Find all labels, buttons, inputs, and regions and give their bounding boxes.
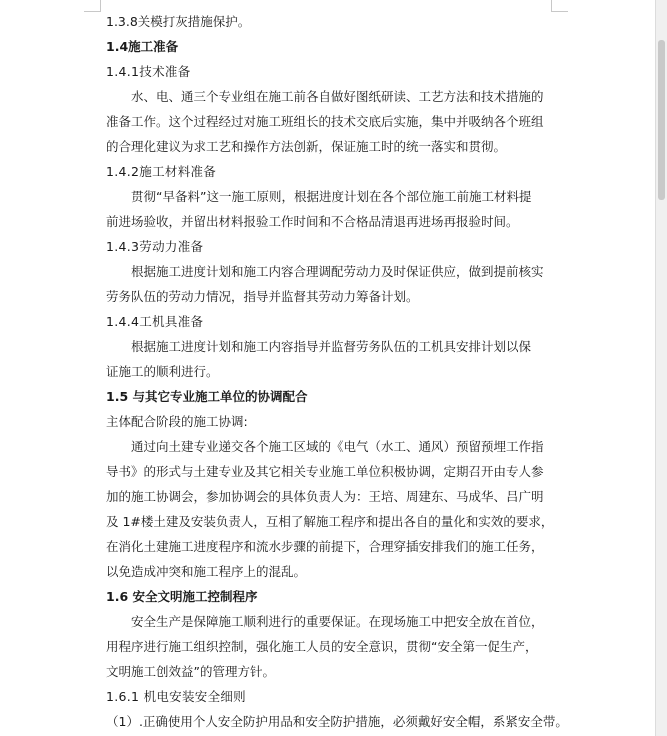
margin-corner-mark-right [551, 0, 568, 12]
paragraph-line: 劳务队伍的劳动力情况，指导并监督其劳动力筹备计划。 [106, 289, 419, 304]
heading-1-5: 1.5 与其它专业施工单位的协调配合 [106, 389, 308, 404]
scrollbar-thumb[interactable] [658, 40, 665, 200]
paragraph-line: 安全生产是保障施工顺利进行的重要保证。在现场施工中把安全放在首位， [131, 614, 544, 629]
paragraph-line: （1）.正确使用个人安全防护用品和安全防护措施，必须戴好安全帽，系紧安全带。 [106, 714, 568, 729]
paragraph-line: 主体配合阶段的施工协调: [106, 414, 248, 429]
heading-1-4-2: 1.4.2施工材料准备 [106, 164, 217, 179]
heading-1-4-3: 1.4.3劳动力准备 [106, 239, 204, 254]
paragraph-line: 根据施工进度计划和施工内容合理调配劳动力及时保证供应，做到提前核实 [131, 264, 544, 279]
paragraph-line: 通过向土建专业递交各个施工区域的《电气（水工、通风）预留预埋工作指 [131, 439, 544, 454]
heading-1-6-1: 1.6.1 机电安装安全细则 [106, 689, 246, 704]
margin-corner-mark-left [84, 0, 101, 12]
paragraph-line: 准备工作。这个过程经过对施工班组长的技术交底后实施，集中并吸纳各个班组 [106, 114, 544, 129]
paragraph-line: 加的施工协调会，参加协调会的具体负责人为：王培、周建东、马成华、吕广明 [106, 489, 544, 504]
heading-1-6: 1.6 安全文明施工控制程序 [106, 589, 258, 604]
paragraph-line: 证施工的顺利进行。 [106, 364, 219, 379]
paragraph-line: 在消化土建施工进度程序和流水步骤的前提下，合理穿插安排我们的施工任务， [106, 539, 544, 554]
paragraph-line: 贯彻“早备料”这一施工原则，根据进度计划在各个部位施工前施工材料提 [131, 189, 532, 204]
paragraph-1-3-8: 1.3.8关模打灰措施保护。 [106, 14, 251, 29]
paragraph-line: 及 1#楼土建及安装负责人，互相了解施工程序和提出各自的量化和实效的要求， [106, 514, 554, 529]
heading-1-4-4: 1.4.4工机具准备 [106, 314, 204, 329]
paragraph-line: 以免造成冲突和施工程序上的混乱。 [106, 564, 307, 579]
paragraph-line: 的合理化建议为求工艺和操作方法创新，保证施工时的统一落实和贯彻。 [106, 139, 507, 154]
paragraph-line: 文明施工创效益”的管理方针。 [106, 664, 275, 679]
paragraph-line: 前进场验收，并留出材料报验工作时间和不合格品清退再进场再报验时间。 [106, 214, 519, 229]
heading-1-4-1: 1.4.1技术准备 [106, 64, 191, 79]
paragraph-line: 水、电、通三个专业组在施工前各自做好图纸研读、工艺方法和技术措施的 [131, 89, 544, 104]
paragraph-line: 用程序进行施工组织控制，强化施工人员的安全意识，贯彻“安全第一促生产， [106, 639, 538, 654]
vertical-scrollbar[interactable] [655, 0, 667, 736]
heading-1-4: 1.4施工准备 [106, 39, 179, 54]
paragraph-line: 导书》的形式与土建专业及其它相关专业施工单位积极协调，定期召开由专人参 [106, 464, 544, 479]
paragraph-line: 根据施工进度计划和施工内容指导并监督劳务队伍的工机具安排计划以保 [131, 339, 532, 354]
